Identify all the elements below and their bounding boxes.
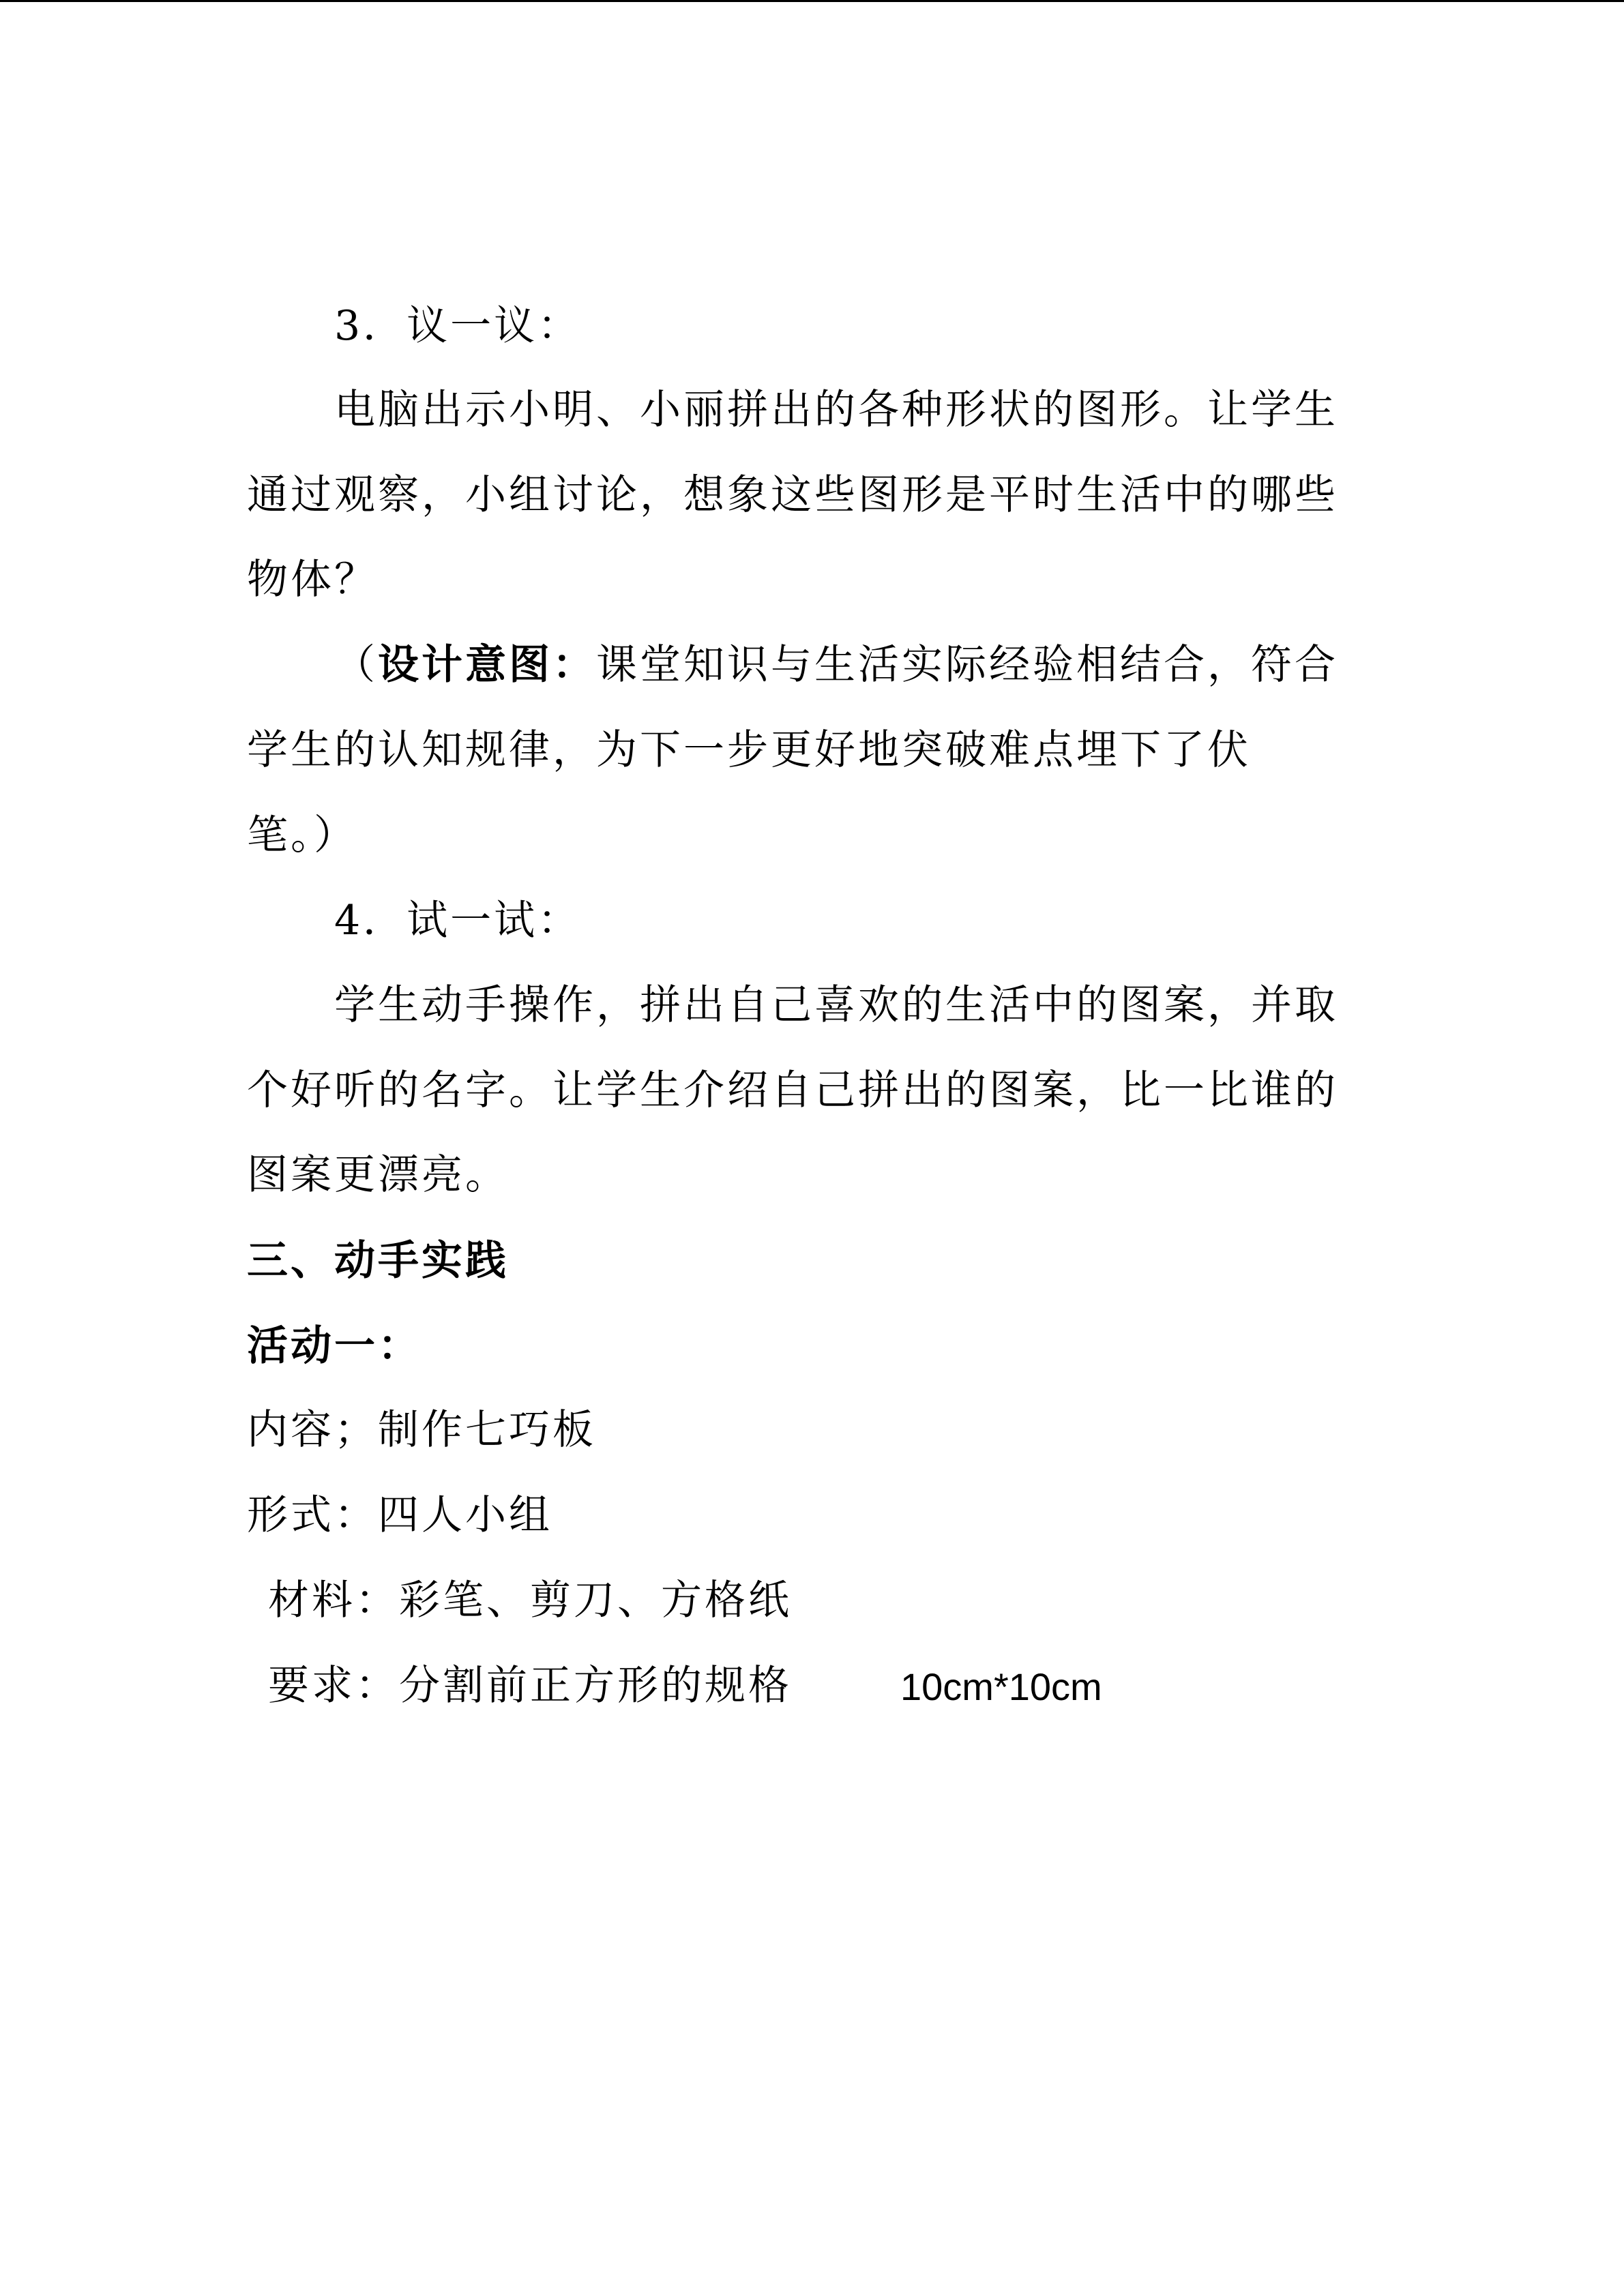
design-intent-label: 设计意图： xyxy=(378,641,596,689)
section4-paragraph-line2: 个好听的名字。让学生介绍自己拼出的图案，比一比谁的 xyxy=(247,1067,1338,1114)
design-intent-line1 xyxy=(334,640,1338,689)
design-intent-line2: 学生的认知规律，为下一步更好地突破难点埋下了伏 xyxy=(247,726,1251,774)
design-intent-line3: 笔。） xyxy=(247,811,357,859)
section3-heading: 3．议一议： xyxy=(334,302,582,350)
top-border-rule xyxy=(0,0,1624,2)
activity-materials: 材料：彩笔、剪刀、方格纸 xyxy=(268,1577,792,1624)
section4-heading: 4．试一试： xyxy=(334,897,582,944)
part3-title: 三、动手实践 xyxy=(247,1237,509,1285)
activity-content: 内容；制作七巧板 xyxy=(247,1406,596,1454)
design-intent-text: 课堂知识与生活实际经验相结合，符合 xyxy=(596,641,1338,689)
activity-one-title: 活动一： xyxy=(247,1322,422,1370)
activity-form: 形式：四人小组 xyxy=(247,1491,552,1539)
section3-paragraph-line3: 物体？ xyxy=(247,556,378,603)
section4-paragraph-line3: 图案更漂亮。 xyxy=(247,1151,509,1199)
section3-paragraph-line1: 电脑出示小明、小丽拼出的各种形状的图形。让学生 xyxy=(334,386,1338,434)
section3-paragraph-line2: 通过观察，小组讨论，想象这些图形是平时生活中的哪些 xyxy=(247,471,1338,519)
requirement-size-value: 10cm*10cm xyxy=(900,1665,1102,1708)
activity-requirement: 要求：分割前正方形的规格 xyxy=(268,1662,792,1710)
section4-paragraph-line1: 学生动手操作，拼出自己喜欢的生活中的图案，并取 xyxy=(334,981,1338,1029)
design-intent-open-paren: （ xyxy=(334,641,378,689)
